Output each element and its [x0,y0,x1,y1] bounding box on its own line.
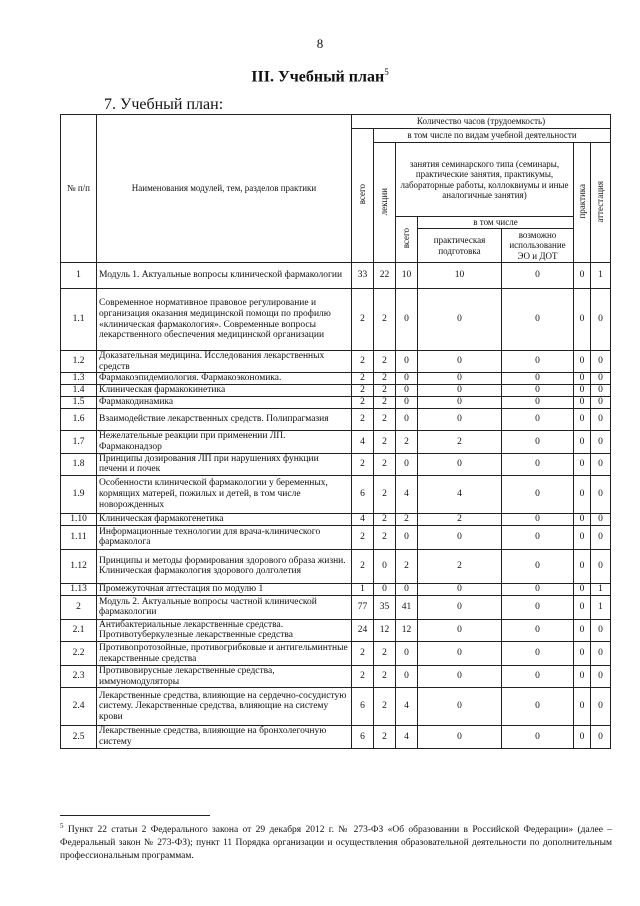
cell-num: 1.9 [61,475,97,513]
cell-att: 0 [591,549,611,583]
cell-prac: 0 [418,595,502,619]
cell-sem: 2 [396,513,418,525]
cell-prac: 0 [418,525,502,549]
cell-num: 1.7 [61,431,97,453]
cell-practice: 0 [574,397,591,409]
cell-sem: 0 [396,373,418,385]
header-eo-dot: возможно использование ЭО и ДОТ [502,229,574,263]
cell-prac: 0 [418,619,502,641]
cell-total: 4 [352,513,374,525]
cell-practice: 0 [574,595,591,619]
cell-prac: 0 [418,289,502,351]
cell-num: 2.2 [61,642,97,666]
cell-name: Промежуточная аттестация по модулю 1 [97,583,352,595]
cell-name: Фармакоэпидемиология. Фармакоэкономика. [97,373,352,385]
cell-total: 2 [352,549,374,583]
cell-att: 0 [591,431,611,453]
cell-eo: 0 [502,453,574,475]
cell-eo: 0 [502,289,574,351]
cell-name: Принципы дозирования ЛП при нарушениях функции печени и почек [97,453,352,475]
cell-total: 2 [352,351,374,373]
cell-practice: 0 [574,475,591,513]
cell-practice: 0 [574,642,591,666]
cell-num: 1 [61,263,97,289]
table-row [61,373,611,385]
cell-att: 1 [591,595,611,619]
cell-eo: 0 [502,666,574,688]
cell-num: 1.12 [61,549,97,583]
cell-name: Противовирусные лекарственные средства, иммуномодуляторы [97,666,352,688]
cell-total: 77 [352,595,374,619]
table-row [61,513,611,525]
cell-practice: 0 [574,619,591,641]
table-row [61,385,611,397]
table-row [61,263,611,289]
cell-num: 2.1 [61,619,97,641]
cell-sem: 41 [396,595,418,619]
cell-practice: 0 [574,289,591,351]
cell-eo: 0 [502,726,574,748]
cell-name: Современное нормативное правовое регулирование и организация оказания медицинской помощи по профилю «клиническая фармакология». Современные вопросы лекарственного обеспечения медицинской организации [97,289,352,351]
cell-sem: 0 [396,351,418,373]
section-title [0,67,640,86]
cell-practice: 0 [574,263,591,289]
cell-prac: 0 [418,688,502,726]
cell-num: 1.2 [61,351,97,373]
cell-sem: 2 [396,549,418,583]
section-title-text: III. Учебный план [251,68,385,86]
cell-sem: 4 [396,475,418,513]
cell-num: 1.5 [61,397,97,409]
cell-lect: 0 [374,549,396,583]
cell-lect: 22 [374,263,396,289]
cell-att: 0 [591,726,611,748]
cell-name: Лекарственные средства, влияющие на бронхолегочную систему [97,726,352,748]
header-by-activity: в том числе по видам учебной деятельности [374,129,611,143]
cell-eo: 0 [502,549,574,583]
header-including: в том числе [418,217,574,229]
table-row [61,642,611,666]
cell-eo: 0 [502,373,574,385]
header-attestation-text: аттестация [595,180,606,223]
cell-sem: 4 [396,688,418,726]
cell-practice: 0 [574,726,591,748]
cell-prac: 0 [418,409,502,431]
table-row [61,619,611,641]
cell-sem: 10 [396,263,418,289]
cell-total: 6 [352,475,374,513]
cell-practice: 0 [574,525,591,549]
cell-total: 1 [352,583,374,595]
cell-eo: 0 [502,525,574,549]
cell-sem: 0 [396,525,418,549]
cell-total: 2 [352,289,374,351]
cell-name: Клиническая фармакогенетика [97,513,352,525]
cell-prac: 2 [418,431,502,453]
cell-eo: 0 [502,619,574,641]
cell-num: 1.10 [61,513,97,525]
footnote-divider [60,815,210,816]
cell-prac: 0 [418,666,502,688]
cell-sem: 0 [396,397,418,409]
cell-total: 2 [352,373,374,385]
cell-att: 0 [591,397,611,409]
cell-prac: 2 [418,549,502,583]
table-row [61,475,611,513]
footnote-mark: 5 [60,822,64,830]
header-practice [574,143,591,263]
cell-num: 2.3 [61,666,97,688]
table-row [61,726,611,748]
cell-eo: 0 [502,385,574,397]
cell-att: 0 [591,385,611,397]
cell-sem: 2 [396,431,418,453]
cell-num: 1.11 [61,525,97,549]
table-row [61,397,611,409]
cell-att: 0 [591,289,611,351]
cell-prac: 4 [418,475,502,513]
cell-lect: 2 [374,453,396,475]
cell-eo: 0 [502,583,574,595]
header-hours-total: Количество часов (трудоемкость) [352,115,611,129]
cell-att: 0 [591,475,611,513]
subsection-title: 7. Учебный план: [104,96,224,113]
cell-eo: 0 [502,409,574,431]
cell-att: 1 [591,583,611,595]
cell-num: 2 [61,595,97,619]
cell-name: Антибактериальные лекарственные средства. Противотуберкулезные лекарственные средства [97,619,352,641]
cell-num: 1.13 [61,583,97,595]
cell-name: Доказательная медицина. Исследования лекарственных средств [97,351,352,373]
cell-lect: 2 [374,475,396,513]
cell-sem: 12 [396,619,418,641]
cell-sem: 0 [396,409,418,431]
cell-prac: 10 [418,263,502,289]
cell-prac: 2 [418,513,502,525]
cell-total: 24 [352,619,374,641]
cell-lect: 2 [374,642,396,666]
cell-eo: 0 [502,397,574,409]
cell-att: 0 [591,351,611,373]
cell-prac: 0 [418,397,502,409]
cell-sem: 4 [396,726,418,748]
cell-eo: 0 [502,475,574,513]
cell-eo: 0 [502,595,574,619]
cell-att: 0 [591,619,611,641]
cell-practice: 0 [574,583,591,595]
cell-practice: 0 [574,453,591,475]
cell-prac: 0 [418,642,502,666]
page-number: 8 [316,36,324,51]
cell-att: 0 [591,666,611,688]
cell-name: Информационные технологии для врача-клинического фармаколога [97,525,352,549]
cell-practice: 0 [574,409,591,431]
cell-lect: 0 [374,583,396,595]
cell-lect: 12 [374,619,396,641]
cell-sem: 0 [396,453,418,475]
cell-total: 2 [352,525,374,549]
header-total [352,129,374,263]
header-attestation [591,143,611,263]
cell-total: 33 [352,263,374,289]
header-seminar: занятия семинарского типа (семинары, практические занятия, практикумы, лабораторные работы, коллоквиумы и иные аналогичные занятия) [396,143,574,217]
table-row [61,595,611,619]
header-seminar-total [396,217,418,263]
cell-name: Особенности клинической фармакологии у беременных, кормящих матерей, пожилых и детей, в том числе новорожденных [97,475,352,513]
cell-lect: 2 [374,409,396,431]
cell-total: 2 [352,409,374,431]
cell-num: 1.6 [61,409,97,431]
cell-att: 0 [591,453,611,475]
header-seminar-total-text: всего [401,228,412,249]
header-lectures-text: лекции [379,187,390,216]
cell-prac: 0 [418,351,502,373]
cell-sem: 0 [396,583,418,595]
cell-name: Клиническая фармакокинетика [97,385,352,397]
cell-practice: 0 [574,666,591,688]
table-row [61,549,611,583]
cell-eo: 0 [502,688,574,726]
cell-prac: 0 [418,385,502,397]
cell-att: 0 [591,409,611,431]
cell-eo: 0 [502,263,574,289]
cell-num: 2.5 [61,726,97,748]
cell-eo: 0 [502,642,574,666]
header-lectures [374,143,396,263]
cell-practice: 0 [574,513,591,525]
cell-name: Противопротозойные, противогрибковые и антигельминтные лекарственные средства [97,642,352,666]
cell-lect: 2 [374,513,396,525]
table-row [61,666,611,688]
cell-lect: 2 [374,431,396,453]
cell-total: 2 [352,642,374,666]
cell-prac: 0 [418,726,502,748]
cell-sem: 0 [396,642,418,666]
cell-total: 6 [352,688,374,726]
cell-eo: 0 [502,431,574,453]
cell-num: 1.8 [61,453,97,475]
cell-att: 0 [591,525,611,549]
cell-lect: 2 [374,726,396,748]
cell-practice: 0 [574,431,591,453]
cell-lect: 2 [374,373,396,385]
cell-lect: 2 [374,397,396,409]
cell-lect: 2 [374,289,396,351]
cell-att: 0 [591,642,611,666]
cell-name: Фармакодинамика [97,397,352,409]
header-name: Наименования модулей, тем, разделов практики [97,115,352,263]
curriculum-table [60,114,611,749]
footnote-ref: 5 [384,67,389,77]
header-practice-text: практика [576,184,587,219]
cell-name: Модуль 2. Актуальные вопросы частной клинической фармакологии [97,595,352,619]
cell-practice: 0 [574,688,591,726]
cell-total: 2 [352,666,374,688]
cell-prac: 0 [418,373,502,385]
cell-sem: 0 [396,666,418,688]
cell-practice: 0 [574,549,591,583]
cell-lect: 2 [374,666,396,688]
cell-lect: 2 [374,525,396,549]
cell-name: Лекарственные средства, влияющие на сердечно-сосудистую систему. Лекарственные средства, влияющие на систему крови [97,688,352,726]
header-num: № п/п [61,115,97,263]
cell-att: 0 [591,513,611,525]
cell-total: 2 [352,385,374,397]
cell-practice: 0 [574,373,591,385]
cell-num: 1.3 [61,373,97,385]
footnote [60,822,612,863]
table-row [61,431,611,453]
table-row [61,409,611,431]
cell-sem: 0 [396,385,418,397]
cell-name: Модуль 1. Актуальные вопросы клинической фармакологии [97,263,352,289]
cell-name: Принципы и методы формирования здорового образа жизни. Клиническая фармакология здорового долголетия [97,549,352,583]
cell-eo: 0 [502,513,574,525]
cell-eo: 0 [502,351,574,373]
header-total-text: всего [357,184,368,205]
cell-total: 2 [352,453,374,475]
footnote-text: Пункт 22 статьи 2 Федерального закона от 29 декабря 2012 г. № 273-ФЗ «Об образовании в Российской Федерации» (далее – Федеральный закон № 273-ФЗ); пункт 11 Порядка организации и осуществления образовательной деятельности по дополнительным профессиональным программам. [60,825,612,861]
cell-lect: 2 [374,385,396,397]
cell-name: Взаимодействие лекарственных средств. Полипрагмазия [97,409,352,431]
cell-practice: 0 [574,351,591,373]
cell-num: 2.4 [61,688,97,726]
table-row [61,525,611,549]
cell-prac: 0 [418,583,502,595]
cell-total: 4 [352,431,374,453]
cell-practice: 0 [574,385,591,397]
cell-prac: 0 [418,453,502,475]
cell-sem: 0 [396,289,418,351]
table-row [61,351,611,373]
cell-lect: 35 [374,595,396,619]
cell-name: Нежелательные реакции при применении ЛП. Фармаконадзор [97,431,352,453]
cell-att: 0 [591,688,611,726]
cell-att: 1 [591,263,611,289]
cell-lect: 2 [374,351,396,373]
cell-num: 1.4 [61,385,97,397]
table-row [61,583,611,595]
table-row [61,289,611,351]
cell-num: 1.1 [61,289,97,351]
cell-lect: 2 [374,688,396,726]
cell-total: 6 [352,726,374,748]
table-row [61,688,611,726]
cell-total: 2 [352,397,374,409]
table-row [61,453,611,475]
header-practical-training: практическая подготовка [418,229,502,263]
cell-att: 0 [591,373,611,385]
